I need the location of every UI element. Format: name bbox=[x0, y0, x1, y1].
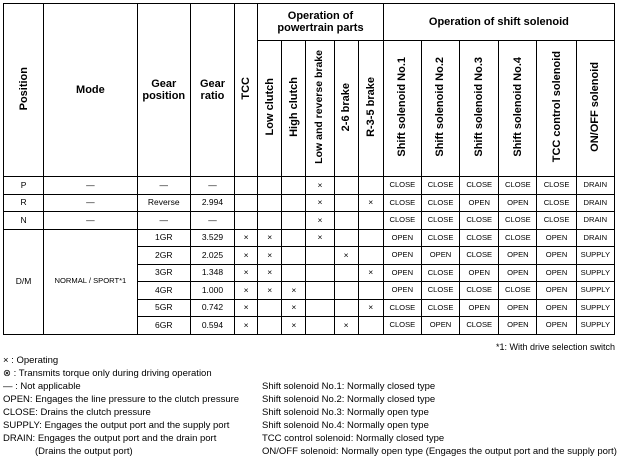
cell-r-3-5-brake: × bbox=[358, 264, 383, 282]
cell-r-3-5-brake bbox=[358, 229, 383, 247]
cell-gear: 5GR bbox=[137, 299, 190, 317]
cell-2-6-brake bbox=[334, 229, 358, 247]
header-gear-ratio: Gear ratio bbox=[190, 4, 234, 177]
cell-tcc-solenoid: OPEN bbox=[537, 229, 576, 247]
cell-ss1: CLOSE bbox=[383, 317, 421, 335]
cell-ss2: CLOSE bbox=[421, 212, 459, 230]
cell-mode-dm: NORMAL / SPORT*1 bbox=[44, 229, 137, 334]
table-row bbox=[4, 229, 615, 247]
cell-low-clutch: × bbox=[258, 229, 282, 247]
cell-low-clutch: × bbox=[258, 264, 282, 282]
footnote: *1: With drive selection switch bbox=[495, 342, 615, 352]
cell-low-reverse-brake bbox=[306, 264, 334, 282]
cell-onoff-solenoid: SUPPLY bbox=[576, 282, 614, 300]
cell-position: N bbox=[4, 212, 44, 230]
table-row bbox=[4, 212, 615, 230]
cell-high-clutch: × bbox=[282, 317, 306, 335]
cell-2-6-brake bbox=[334, 264, 358, 282]
cell-tcc bbox=[235, 212, 258, 230]
cell-gear: 4GR bbox=[137, 282, 190, 300]
cell-ss1: CLOSE bbox=[383, 177, 421, 195]
cell-ratio: 2.994 bbox=[190, 194, 234, 212]
cell-ratio: 2.025 bbox=[190, 247, 234, 265]
cell-ss4: CLOSE bbox=[499, 229, 537, 247]
legend-onoff-type: ON/OFF solenoid: Normally open type (Engages the output port and the supply port) bbox=[262, 446, 617, 457]
cell-mode: — bbox=[44, 177, 137, 195]
header-gear-position: Gear position bbox=[137, 4, 190, 177]
cell-onoff-solenoid: SUPPLY bbox=[576, 317, 614, 335]
cell-position: R bbox=[4, 194, 44, 212]
cell-high-clutch bbox=[282, 212, 306, 230]
cell-tcc: × bbox=[235, 229, 258, 247]
cell-tcc: × bbox=[235, 247, 258, 265]
cell-tcc: × bbox=[235, 299, 258, 317]
header-powertrain-group: Operation of powertrain parts bbox=[258, 4, 384, 41]
header-high-clutch: High clutch bbox=[282, 41, 306, 177]
header-2-6-brake: 2-6 brake bbox=[334, 41, 358, 177]
legend-supply: SUPPLY: Engages the output port and the supply port bbox=[3, 420, 230, 431]
cell-low-clutch bbox=[258, 317, 282, 335]
cell-2-6-brake bbox=[334, 282, 358, 300]
cell-ss3: CLOSE bbox=[460, 317, 499, 335]
cell-gear: 1GR bbox=[137, 229, 190, 247]
cell-tcc bbox=[235, 177, 258, 195]
cell-position: P bbox=[4, 177, 44, 195]
cell-ratio: 1.000 bbox=[190, 282, 234, 300]
header-onoff-solenoid: ON/OFF solenoid bbox=[576, 41, 614, 177]
cell-ss2: OPEN bbox=[421, 247, 459, 265]
cell-high-clutch bbox=[282, 229, 306, 247]
cell-ss4: CLOSE bbox=[499, 212, 537, 230]
header-position: Position bbox=[4, 4, 44, 177]
cell-ss1: OPEN bbox=[383, 282, 421, 300]
cell-position-dm: D/M bbox=[4, 229, 44, 334]
cell-r-3-5-brake: × bbox=[358, 299, 383, 317]
shift-operation-table bbox=[3, 3, 615, 335]
header-r-3-5-brake: R-3-5 brake bbox=[358, 41, 383, 177]
cell-r-3-5-brake bbox=[358, 282, 383, 300]
cell-low-reverse-brake: × bbox=[306, 229, 334, 247]
cell-ss1: OPEN bbox=[383, 264, 421, 282]
cell-2-6-brake bbox=[334, 177, 358, 195]
cell-2-6-brake: × bbox=[334, 247, 358, 265]
header-tcc: TCC bbox=[235, 4, 258, 177]
cell-tcc bbox=[235, 194, 258, 212]
cell-onoff-solenoid: DRAIN bbox=[576, 212, 614, 230]
cell-low-clutch: × bbox=[258, 247, 282, 265]
table-row bbox=[4, 177, 615, 195]
cell-onoff-solenoid: SUPPLY bbox=[576, 264, 614, 282]
cell-r-3-5-brake bbox=[358, 317, 383, 335]
legend-ss3-type: Shift solenoid No.3: Normally open type bbox=[262, 407, 429, 418]
cell-ss1: CLOSE bbox=[383, 212, 421, 230]
cell-r-3-5-brake bbox=[358, 212, 383, 230]
cell-low-clutch bbox=[258, 194, 282, 212]
cell-ratio: — bbox=[190, 212, 234, 230]
header-shift-solenoid-1: Shift solenoid No.1 bbox=[383, 41, 421, 177]
cell-ss1: CLOSE bbox=[383, 194, 421, 212]
cell-ss1: CLOSE bbox=[383, 299, 421, 317]
cell-low-reverse-brake bbox=[306, 282, 334, 300]
cell-ss4: CLOSE bbox=[499, 282, 537, 300]
cell-ss3: CLOSE bbox=[460, 177, 499, 195]
cell-ratio: 1.348 bbox=[190, 264, 234, 282]
header-mode: Mode bbox=[44, 4, 137, 177]
legend-tcc-type: TCC control solenoid: Normally closed type bbox=[262, 433, 445, 444]
cell-low-reverse-brake: × bbox=[306, 177, 334, 195]
header-shift-solenoid-4: Shift solenoid No.4 bbox=[499, 41, 537, 177]
cell-low-clutch bbox=[258, 212, 282, 230]
cell-low-reverse-brake bbox=[306, 317, 334, 335]
header-shift-group: Operation of shift solenoid bbox=[383, 4, 614, 41]
cell-high-clutch bbox=[282, 177, 306, 195]
cell-tcc-solenoid: CLOSE bbox=[537, 194, 576, 212]
cell-gear: — bbox=[137, 212, 190, 230]
cell-ss2: CLOSE bbox=[421, 177, 459, 195]
cell-onoff-solenoid: DRAIN bbox=[576, 177, 614, 195]
cell-tcc: × bbox=[235, 282, 258, 300]
cell-ss2: OPEN bbox=[421, 317, 459, 335]
cell-low-reverse-brake: × bbox=[306, 212, 334, 230]
legend-ss1-type: Shift solenoid No.1: Normally closed type bbox=[262, 381, 436, 392]
cell-high-clutch bbox=[282, 247, 306, 265]
cell-tcc-solenoid: OPEN bbox=[537, 299, 576, 317]
header-shift-solenoid-3: Shift solenoid No.3 bbox=[460, 41, 499, 177]
cell-ss3: CLOSE bbox=[460, 212, 499, 230]
cell-ss3: OPEN bbox=[460, 264, 499, 282]
legend-ss4-type: Shift solenoid No.4: Normally open type bbox=[262, 420, 429, 431]
cell-ss2: CLOSE bbox=[421, 194, 459, 212]
cell-2-6-brake: × bbox=[334, 317, 358, 335]
cell-low-clutch: × bbox=[258, 282, 282, 300]
legend-drain-detail: (Drains the output port) bbox=[35, 446, 133, 457]
cell-ss1: OPEN bbox=[383, 247, 421, 265]
cell-ss3: CLOSE bbox=[460, 229, 499, 247]
cell-ss3: OPEN bbox=[460, 299, 499, 317]
cell-ss4: OPEN bbox=[499, 247, 537, 265]
cell-ratio: 0.594 bbox=[190, 317, 234, 335]
cell-ss1: OPEN bbox=[383, 229, 421, 247]
cell-onoff-solenoid: SUPPLY bbox=[576, 247, 614, 265]
cell-low-clutch bbox=[258, 299, 282, 317]
cell-tcc-solenoid: OPEN bbox=[537, 317, 576, 335]
legend-right bbox=[262, 380, 617, 458]
cell-onoff-solenoid: DRAIN bbox=[576, 229, 614, 247]
cell-gear: 6GR bbox=[137, 317, 190, 335]
cell-low-clutch bbox=[258, 177, 282, 195]
legend-not-applicable: — : Not applicable bbox=[3, 381, 81, 392]
cell-low-reverse-brake bbox=[306, 299, 334, 317]
cell-ss4: CLOSE bbox=[499, 177, 537, 195]
table-row bbox=[4, 194, 615, 212]
cell-high-clutch bbox=[282, 264, 306, 282]
legend-open: OPEN: Engages the line pressure to the clutch pressure bbox=[3, 394, 240, 405]
cell-high-clutch: × bbox=[282, 299, 306, 317]
cell-mode: — bbox=[44, 212, 137, 230]
cell-gear: — bbox=[137, 177, 190, 195]
cell-tcc: × bbox=[235, 264, 258, 282]
cell-ss4: OPEN bbox=[499, 299, 537, 317]
legend-ss2-type: Shift solenoid No.2: Normally closed type bbox=[262, 394, 436, 405]
cell-low-reverse-brake: × bbox=[306, 194, 334, 212]
cell-ss2: CLOSE bbox=[421, 299, 459, 317]
cell-tcc-solenoid: CLOSE bbox=[537, 212, 576, 230]
cell-ss2: CLOSE bbox=[421, 264, 459, 282]
legend-drain: DRAIN: Engages the output port and the drain port bbox=[3, 433, 217, 444]
cell-onoff-solenoid: DRAIN bbox=[576, 194, 614, 212]
cell-r-3-5-brake bbox=[358, 177, 383, 195]
cell-mode: — bbox=[44, 194, 137, 212]
legend-torque: ⊗ : Transmits torque only during driving operation bbox=[3, 368, 212, 379]
header-tcc-solenoid: TCC control solenoid bbox=[537, 41, 576, 177]
cell-gear: 2GR bbox=[137, 247, 190, 265]
header-low-clutch: Low clutch bbox=[258, 41, 282, 177]
cell-ss2: CLOSE bbox=[421, 229, 459, 247]
cell-ss4: OPEN bbox=[499, 264, 537, 282]
cell-ss3: CLOSE bbox=[460, 282, 499, 300]
cell-2-6-brake bbox=[334, 212, 358, 230]
legend-close: CLOSE: Drains the clutch pressure bbox=[3, 407, 151, 418]
cell-ratio: 3.529 bbox=[190, 229, 234, 247]
cell-high-clutch bbox=[282, 194, 306, 212]
cell-r-3-5-brake: × bbox=[358, 194, 383, 212]
cell-ss4: OPEN bbox=[499, 194, 537, 212]
cell-ratio: — bbox=[190, 177, 234, 195]
cell-ratio: 0.742 bbox=[190, 299, 234, 317]
cell-ss2: CLOSE bbox=[421, 282, 459, 300]
cell-tcc: × bbox=[235, 317, 258, 335]
cell-ss3: OPEN bbox=[460, 194, 499, 212]
header-shift-solenoid-2: Shift solenoid No.2 bbox=[421, 41, 459, 177]
cell-2-6-brake bbox=[334, 299, 358, 317]
cell-tcc-solenoid: OPEN bbox=[537, 282, 576, 300]
cell-ss4: OPEN bbox=[499, 317, 537, 335]
cell-tcc-solenoid: OPEN bbox=[537, 247, 576, 265]
legend-operating: × : Operating bbox=[3, 355, 59, 366]
cell-2-6-brake bbox=[334, 194, 358, 212]
cell-tcc-solenoid: CLOSE bbox=[537, 177, 576, 195]
legend-left bbox=[3, 354, 239, 458]
cell-ss3: CLOSE bbox=[460, 247, 499, 265]
cell-onoff-solenoid: SUPPLY bbox=[576, 299, 614, 317]
cell-high-clutch: × bbox=[282, 282, 306, 300]
cell-tcc-solenoid: OPEN bbox=[537, 264, 576, 282]
cell-low-reverse-brake bbox=[306, 247, 334, 265]
header-low-reverse-brake: Low and reverse brake bbox=[306, 41, 334, 177]
cell-gear: 3GR bbox=[137, 264, 190, 282]
cell-gear: Reverse bbox=[137, 194, 190, 212]
cell-r-3-5-brake bbox=[358, 247, 383, 265]
